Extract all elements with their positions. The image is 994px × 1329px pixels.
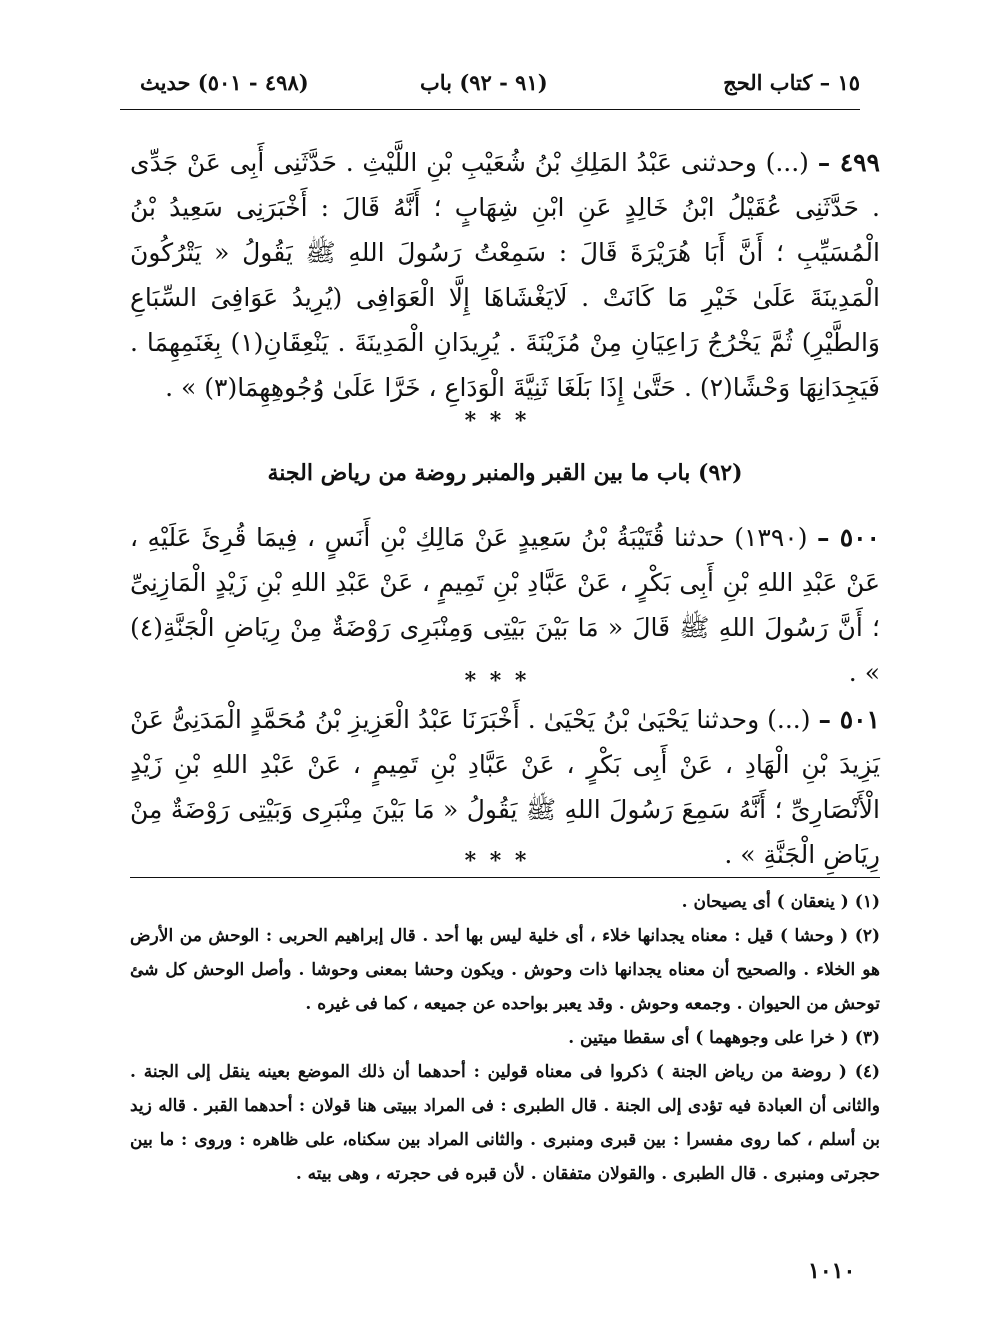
hadith-text: (١٣٩٠) حدثنا قُتَيْبَةُ بْنُ سَعِيدٍ عَنْ مَالِكِ بْنِ أَنَسٍ ، فِيمَا قُرِئَ عَلَيْهِ ، عَنْ عَبْدِ اللهِ بْنِ أَبِى بَكْرٍ ، عَنْ عَبَّادِ بْنِ تَمِيمٍ ، عَنْ عَبْدِ اللهِ بْنِ زَيْدٍ الْمَازِنِىِّ ؛ أَنَّ رَسُولَ اللهِ ﷺ قَالَ « مَا بَيْنَ بَيْتِى وَمِنْبَرِى رَوْضَةٌ مِنْ رِيَاضِ الْجَنَّةِ(٤) » . — [130, 523, 880, 687]
section-separator: * * * — [464, 848, 530, 874]
header-book-title: ١٥ – كتاب الحج — [723, 70, 860, 95]
section-separator: * * * — [464, 408, 530, 434]
footnote-1: (١) ( ينعقان ) أى يصيحان . — [681, 892, 880, 912]
header-divider — [120, 109, 860, 110]
hadith-number: ٥٠٠ – — [816, 523, 880, 552]
header-hadith-range: (٤٩٨ - ٥٠١) حديث — [140, 70, 309, 95]
hadith-number: ٥٠١ – — [818, 705, 880, 734]
footnote-2: (٢) ( وحشا ) قيل : معناه يجدانها خلاء ، أى خلية ليس بها أحد . قال إبراهيم الحربى : الوحش من الأرض هو الخلاء . والصحيح أن معناه يجدانها ذات وحوش . ويكون وحشا بمعنى وحوشا . وأصل الوحش كل شئ توحش من الحيوان . وجمعه وحوش . وقد يعبر بواحده عن جميعه ، كما فى غيره . — [130, 926, 880, 1014]
header-chapter-range: (٩١ - ٩٢) باب — [420, 70, 548, 95]
footnote-3: (٣) ( خرا على وجوههما ) أى سقطا ميتين . — [568, 1028, 880, 1048]
hadith-499 — [130, 140, 880, 410]
page-number: ١٠١٠ — [808, 1258, 856, 1284]
section-separator: * * * — [464, 668, 530, 694]
hadith-text: (...) وحدثنى عَبْدُ المَلِكِ بْنُ شُعَيْبِ بْنِ اللَّيْثِ . حَدَّثَنِى أَبِى عَنْ جَدِّى . حَدَّثَنِى عُقَيْلُ ابْنُ خَالِدٍ عَنِ ابْنِ شِهَابٍ ؛ أَنَّهُ قَالَ : أَخْبَرَنِى سَعِيدُ بْنُ الْمُسَيِّبِ ؛ أَنَّ أَبَا هُرَيْرَةَ قَالَ : سَمِعْتُ رَسُولَ اللهِ ﷺ يَقُولُ « يَتْرُكُونَ الْمَدِينَةَ عَلَىٰ خَيْرِ مَا كَانَتْ . لَايَغْشَاهَا إِلَّا الْعَوَافِى (يُرِيدُ عَوَافِىَ السِّبَاعِ وَالطَّيْرِ) ثُمَّ يَخْرُجُ رَاعِيَانِ مِنْ مُزَيْنَةَ . يُرِيدَانِ الْمَدِينَةَ . يَنْعِقَانِ(١) بِغَنَمِهِمَا . فَيَجِدَانِهَا وَحْشًا(٢) . حَتَّىٰ إِذَا بَلَغَا ثَنِيَّةَ الْوَدَاعِ ، خَرَّا عَلَىٰ وُجُوهِهِمَا(٣) » . — [130, 148, 881, 402]
chapter-title: (٩٢) باب ما بين القبر والمنبر روضة من رياض الجنة — [267, 460, 743, 486]
running-header — [120, 70, 860, 110]
footnote-divider — [130, 877, 880, 878]
footnote-4: (٤) ( روضة من رياض الجنة ) ذكروا فى معناه قولين : أحدهما أن ذلك الموضع بعينه ينقل إلى الجنة . والثانى أن العبادة فيه تؤدى إلى الجنة . قال الطبرى : فى المراد ببيتى هنا قولان : أحدهما القبر . قاله زيد بن أسلم ، كما روى مفسرا : بين قبرى ومنبرى . والثانى المراد بين سكناه، على ظاهره : وروى : ما بين حجرتى ومنبرى . قال الطبرى . والقولان متفقان . لأن قبره فى حجرته ، وهى بيته . — [130, 1062, 880, 1184]
hadith-number: ٤٩٩ – — [817, 148, 880, 177]
hadith-text: (...) وحدثنا يَحْيَىٰ بْنُ يَحْيَىٰ . أَخْبَرَنَا عَبْدُ الْعَزِيزِ بْنُ مُحَمَّدٍ الْمَدَنِىُّ عَنْ يَزِيدَ بْنِ الْهَادِ ، عَنْ أَبِى بَكْرٍ ، عَنْ عَبَّادِ بْنِ تَمِيمٍ ، عَنْ عَبْدِ اللهِ بْنِ زَيْدٍ الْأَنْصَارِىِّ ؛ أَنَّهُ سَمِعَ رَسُولَ اللهِ ﷺ يَقُولُ « مَا بَيْنَ مِنْبَرِى وَبَيْتِى رَوْضَةٌ مِنْ رِيَاضِ الْجَنَّةِ » . — [130, 705, 880, 869]
footnotes — [130, 885, 880, 1191]
